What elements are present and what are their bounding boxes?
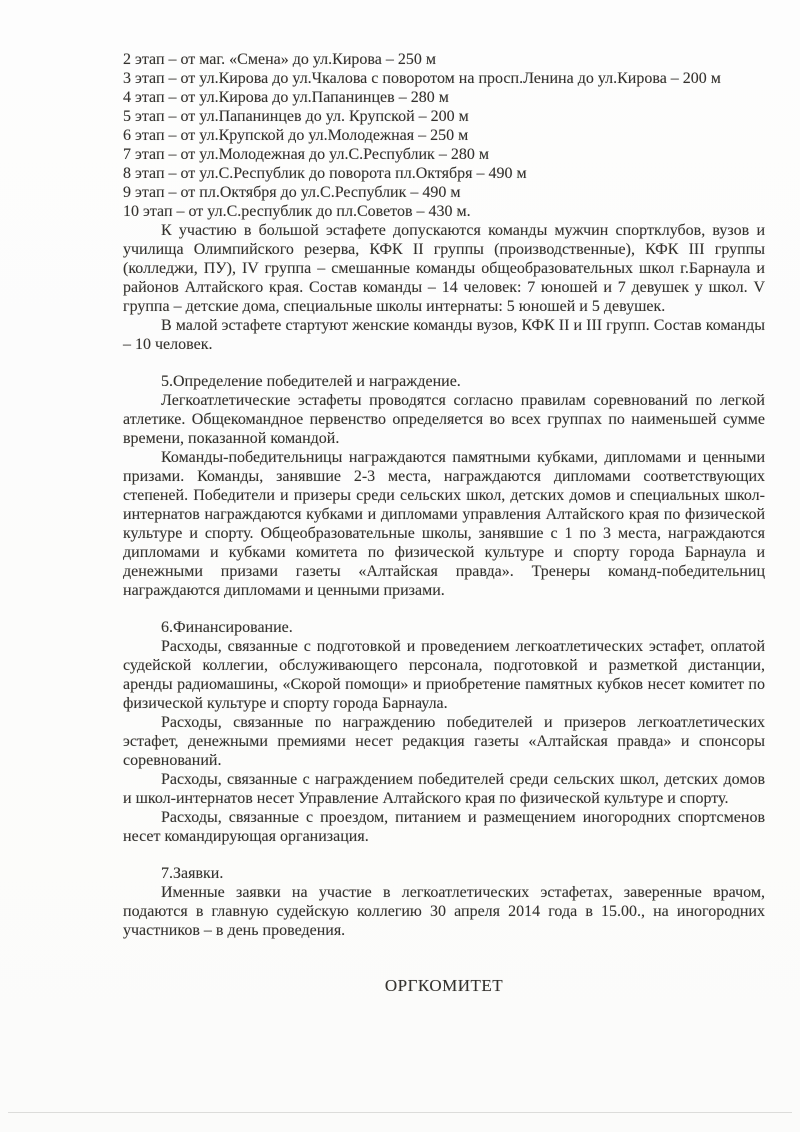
stage-line: 2 этап – от маг. «Смена» до ул.Кирова – 250 м — [123, 51, 436, 68]
scan-artifact-line — [8, 1112, 792, 1113]
section-heading-winners: 5.Определение победителей и награждение. — [161, 373, 461, 390]
stage-line: 3 этап – от ул.Кирова до ул.Чкалова с поворотом на просп.Ленина до ул.Кирова – 200 м — [123, 70, 721, 87]
stage-line: 6 этап – от ул.Крупской до ул.Молодежная – 250 м — [123, 127, 469, 144]
section-paragraph: Именные заявки на участие в легкоатлетических эстафетах, заверенные врачом, подаются в главную судейскую коллегию 30 апреля 2014 года в 15.00., на иногородних участников – в день проведения. — [123, 884, 765, 939]
participation-paragraph: В малой эстафете стартуют женские команды вузов, КФК II и III групп. Состав команды – 10 человек. — [123, 317, 765, 353]
stage-line: 10 этап – от ул.С.республик до пл.Советов – 430 м. — [123, 203, 471, 220]
section-paragraph: Расходы, связанные с награждением победителей среди сельских школ, детских домов и школ-интернатов несет Управление Алтайского края по физической культуре и спорту. — [123, 771, 765, 807]
stage-line: 8 этап – от ул.С.Республик до поворота пл.Октября – 490 м — [123, 165, 527, 182]
stage-line: 9 этап – от пл.Октября до ул.С.Республик – 490 м — [123, 184, 461, 201]
section-paragraph: Расходы, связанные по награждению победителей и призеров легкоатлетических эстафет, денежными премиями несет редакция газеты «Алтайская правда» и спонсоры соревнований. — [123, 714, 765, 769]
section-paragraph: Команды-победительницы награждаются памятными кубками, дипломами и ценными призами. Команды, занявшие 2-3 места, награждаются дипломами соответствующих степеней. Победители и призеры среди сельских школ, детских домов и специальных школ-интернатов награждаются кубками и дипломами управления Алтайского края по физической культуре и спорту. Общеобразовательные школы, занявшие с 1 по 3 места, награждаются дипломами и кубками комитета по физической культуре и спорту города Барнаула и денежными призами газеты «Алтайская правда». Тренеры команд-победительниц награждаются дипломами и ценными призами. — [123, 449, 765, 599]
stage-line: 5 этап – от ул.Папанинцев до ул. Крупской – 200 м — [123, 108, 469, 125]
section-paragraph: Легкоатлетические эстафеты проводятся согласно правилам соревнований по легкой атлетике. Общекомандное первенство определяется во всех группах по наименьшей сумме времени, показанной командой. — [123, 392, 765, 447]
section-heading-applications: 7.Заявки. — [161, 865, 224, 882]
section-heading-financing: 6.Финансирование. — [161, 619, 293, 636]
participation-paragraph: К участию в большой эстафете допускаются команды мужчин спортклубов, вузов и училища Олимпийского резерва, КФК II группы (производственные), КФК III группы (колледжи, ПУ), IV группа – смешанные команды общеобразовательных школ г.Барнаула и районов Алтайского края. Состав команды – 14 человек: 7 юношей и 7 девушек у школ. V группа – детские дома, специальные школы интернаты: 5 юношей и 5 девушек. — [123, 222, 765, 315]
document-body — [123, 50, 765, 995]
stage-line: 4 этап – от ул.Кирова до ул.Папанинцев – 280 м — [123, 89, 449, 106]
signature-orgcommittee: ОРГКОМИТЕТ — [384, 976, 504, 995]
relay-stage-list — [123, 50, 765, 221]
section-paragraph: Расходы, связанные с проездом, питанием и размещением иногородних спортсменов несет командирующая организация. — [123, 809, 765, 845]
section-paragraph: Расходы, связанные с подготовкой и проведением легкоатлетических эстафет, оплатой судейской коллегии, обслуживающего персонала, подготовкой и разметкой дистанции, аренды радиомашины, «Скорой помощи» и приобретение памятных кубков несет комитет по физической культуре и спорту города Барнаула. — [123, 638, 765, 712]
stage-line: 7 этап – от ул.Молодежная до ул.С.Республик – 280 м — [123, 146, 489, 163]
